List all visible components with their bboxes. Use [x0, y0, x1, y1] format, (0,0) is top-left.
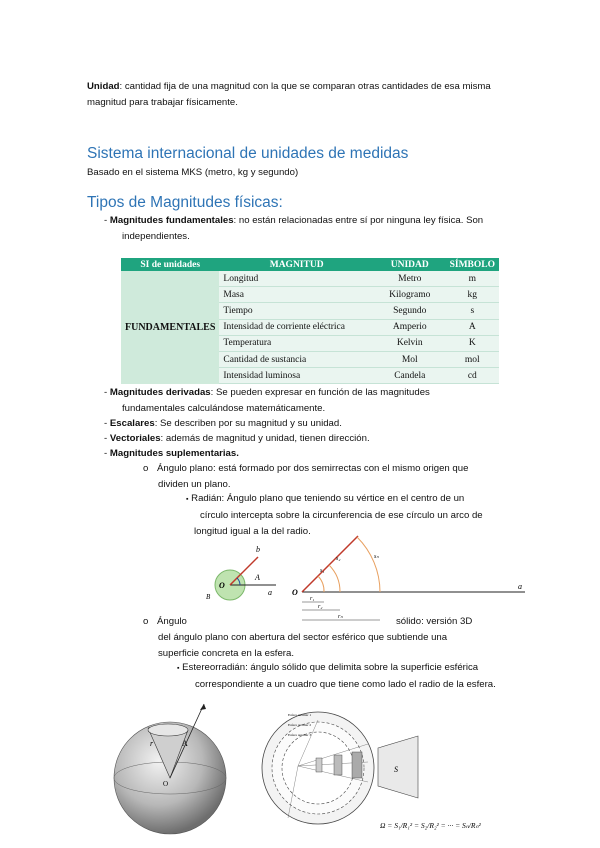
- label-B: B: [206, 593, 211, 601]
- unidad-term: Unidad: [87, 81, 120, 92]
- radian-text-2: círculo intercepta sobre la circunferencia de ese círculo un arco de: [200, 510, 483, 521]
- unidad-cell: Metro: [374, 271, 446, 287]
- square-bullet: ▪: [186, 496, 189, 503]
- square-bullet: ▪: [177, 665, 180, 672]
- label-a: a: [268, 588, 272, 597]
- simbolo-cell: K: [446, 335, 499, 351]
- si-heading: Sistema internacional de unidades de medidas: [87, 145, 409, 162]
- si-table: [121, 258, 499, 384]
- solid-angle-formula: Ω = S₁/R₁² = S₂/R₂² = ··· = Sₙ/Rₙ²: [380, 821, 481, 830]
- magnitud-cell: Tiempo: [219, 303, 374, 319]
- simbolo-cell: A: [446, 319, 499, 335]
- solido-word-2: sólido: versión 3D: [396, 616, 473, 627]
- unidad-cell: Mol: [374, 351, 446, 367]
- si-table-wrapper: [121, 258, 499, 384]
- surface-s: [378, 736, 418, 798]
- table-header: SÍMBOLO: [446, 258, 499, 271]
- tipos-heading: Tipos de Magnitudes físicas:: [87, 194, 283, 211]
- estereorradian-text: Estereorradián: ángulo sólido que delimita sobre la superficie esférica: [182, 662, 479, 673]
- si-basis: Basado en el sistema MKS (metro, kg y segundo): [87, 167, 299, 178]
- dash-bullet: -: [104, 448, 108, 459]
- unidad-definition: [87, 79, 491, 111]
- table-row: [121, 271, 499, 287]
- label-O: O: [163, 780, 169, 788]
- dash-bullet: -: [104, 418, 108, 429]
- surface-s3: [352, 752, 362, 778]
- table-header: MAGNITUD: [219, 258, 374, 271]
- unidad-cell: Candela: [374, 368, 446, 384]
- dash-bullet: -: [104, 433, 108, 444]
- label-sn: sₙ: [374, 554, 379, 560]
- solido-item: [143, 614, 523, 662]
- fundamentales-text: : no están relacionadas entre sí por ninguna ley física. Son: [233, 215, 484, 226]
- simbolo-cell: kg: [446, 287, 499, 303]
- derivadas-item: [104, 385, 430, 417]
- derivadas-text-2: fundamentales calculándose matemáticamente.: [122, 403, 326, 414]
- label-rn: rₙ: [338, 614, 343, 620]
- label-A: A: [255, 573, 260, 582]
- shell-label-2: Esfera auxiliar 2: [288, 723, 312, 727]
- fundamentales-term: Magnitudes fundamentales: [109, 215, 234, 226]
- unidad-cell: Amperio: [374, 319, 446, 335]
- surface-s2: [334, 755, 342, 775]
- fundamentales-item: [104, 213, 483, 245]
- unidad-text: : cantidad fija de una magnitud con la que se comparan otras cantidades de esa misma: [119, 81, 491, 92]
- label-r1: r₁: [310, 596, 315, 602]
- shell-label-1: Esfera auxiliar 1: [288, 713, 312, 717]
- table-header: SI de unidades: [121, 258, 219, 271]
- simbolo-cell: cd: [446, 368, 499, 384]
- simbolo-cell: mol: [446, 351, 499, 367]
- arc-1: [318, 576, 324, 592]
- suplementarias-term: Magnitudes suplementarias.: [109, 448, 239, 459]
- magnitud-cell: Temperatura: [219, 335, 374, 351]
- escalares-text: : Se describen por su magnitud y su unidad.: [154, 418, 342, 429]
- suplementarias-item: [104, 446, 239, 462]
- angulo-plano-text-2: dividen un plano.: [158, 479, 231, 490]
- label-O: O: [292, 588, 298, 597]
- label-s2: s₂: [336, 556, 341, 562]
- table-header: UNIDAD: [374, 258, 446, 271]
- derivadas-text: : Se pueden expresar en función de las magnitudes: [210, 387, 430, 398]
- cone-cap: [148, 724, 188, 736]
- circle-bullet: o: [143, 616, 149, 627]
- label-b: b: [256, 545, 260, 554]
- plane-angle-figure: [200, 540, 280, 606]
- solid-angle-sphere-figure: [108, 700, 234, 840]
- surface-s1: [316, 758, 322, 772]
- circle-bullet: o: [143, 463, 149, 474]
- radian-text: Radián: Ángulo plano que teniendo su vértice en el centro de un: [191, 493, 465, 504]
- solido-text-3: superficie concreta en la esfera.: [158, 648, 294, 659]
- label-S: S: [394, 765, 398, 774]
- shell-label-3: Esfera auxiliar 3: [288, 733, 312, 737]
- solido-text-2: del ángulo plano con abertura del sector esférico que subtiende una: [158, 632, 448, 643]
- arc-n: [357, 537, 380, 592]
- vectoriales-text: : además de magnitud y unidad, tienen dirección.: [160, 433, 370, 444]
- estereorradian-text-2: correspondiente a un cuadro que tiene como lado el radio de la esfera.: [195, 679, 496, 690]
- label-a: a: [518, 582, 522, 591]
- fundamentales-text-2: independientes.: [122, 231, 190, 242]
- unidad-cell: Kilogramo: [374, 287, 446, 303]
- unidad-text-2: magnitud para trabajar físicamente.: [87, 97, 238, 108]
- magnitud-cell: Intensidad luminosa: [219, 368, 374, 384]
- unidad-cell: Segundo: [374, 303, 446, 319]
- vectoriales-item: [104, 431, 370, 447]
- angulo-plano-item: [143, 461, 468, 493]
- label-O: O: [219, 581, 225, 590]
- escalares-term: Escalares: [109, 418, 155, 429]
- simbolo-cell: s: [446, 303, 499, 319]
- label-A: A: [182, 739, 188, 748]
- arc-2: [329, 565, 340, 592]
- simbolo-cell: m: [446, 271, 499, 287]
- unidad-cell: Kelvin: [374, 335, 446, 351]
- magnitud-cell: Intensidad de corriente eléctrica: [219, 319, 374, 335]
- label-r: r: [150, 739, 154, 748]
- category-cell: FUNDAMENTALES: [121, 271, 219, 384]
- angulo-plano-text: Ángulo plano: está formado por dos semirrectas con el mismo origen que: [157, 463, 469, 474]
- label-s1: s₁: [320, 568, 325, 574]
- dash-bullet: -: [104, 387, 108, 398]
- estereorradian-item: [177, 660, 496, 693]
- radius-ray: [302, 536, 358, 592]
- concentric-spheres-figure: [258, 700, 520, 840]
- solido-word-1: Ángulo: [157, 616, 187, 627]
- magnitud-cell: Masa: [219, 287, 374, 303]
- arrow-head-icon: [200, 704, 206, 710]
- vectoriales-term: Vectoriales: [109, 433, 161, 444]
- radian-text-3: longitud igual a la del radio.: [194, 526, 311, 537]
- magnitud-cell: Longitud: [219, 271, 374, 287]
- escalares-item: [104, 416, 342, 432]
- magnitud-cell: Cantidad de sustancia: [219, 351, 374, 367]
- dash-bullet: -: [104, 215, 108, 226]
- label-r2: r₂: [318, 604, 323, 610]
- derivadas-term: Magnitudes derivadas: [109, 387, 211, 398]
